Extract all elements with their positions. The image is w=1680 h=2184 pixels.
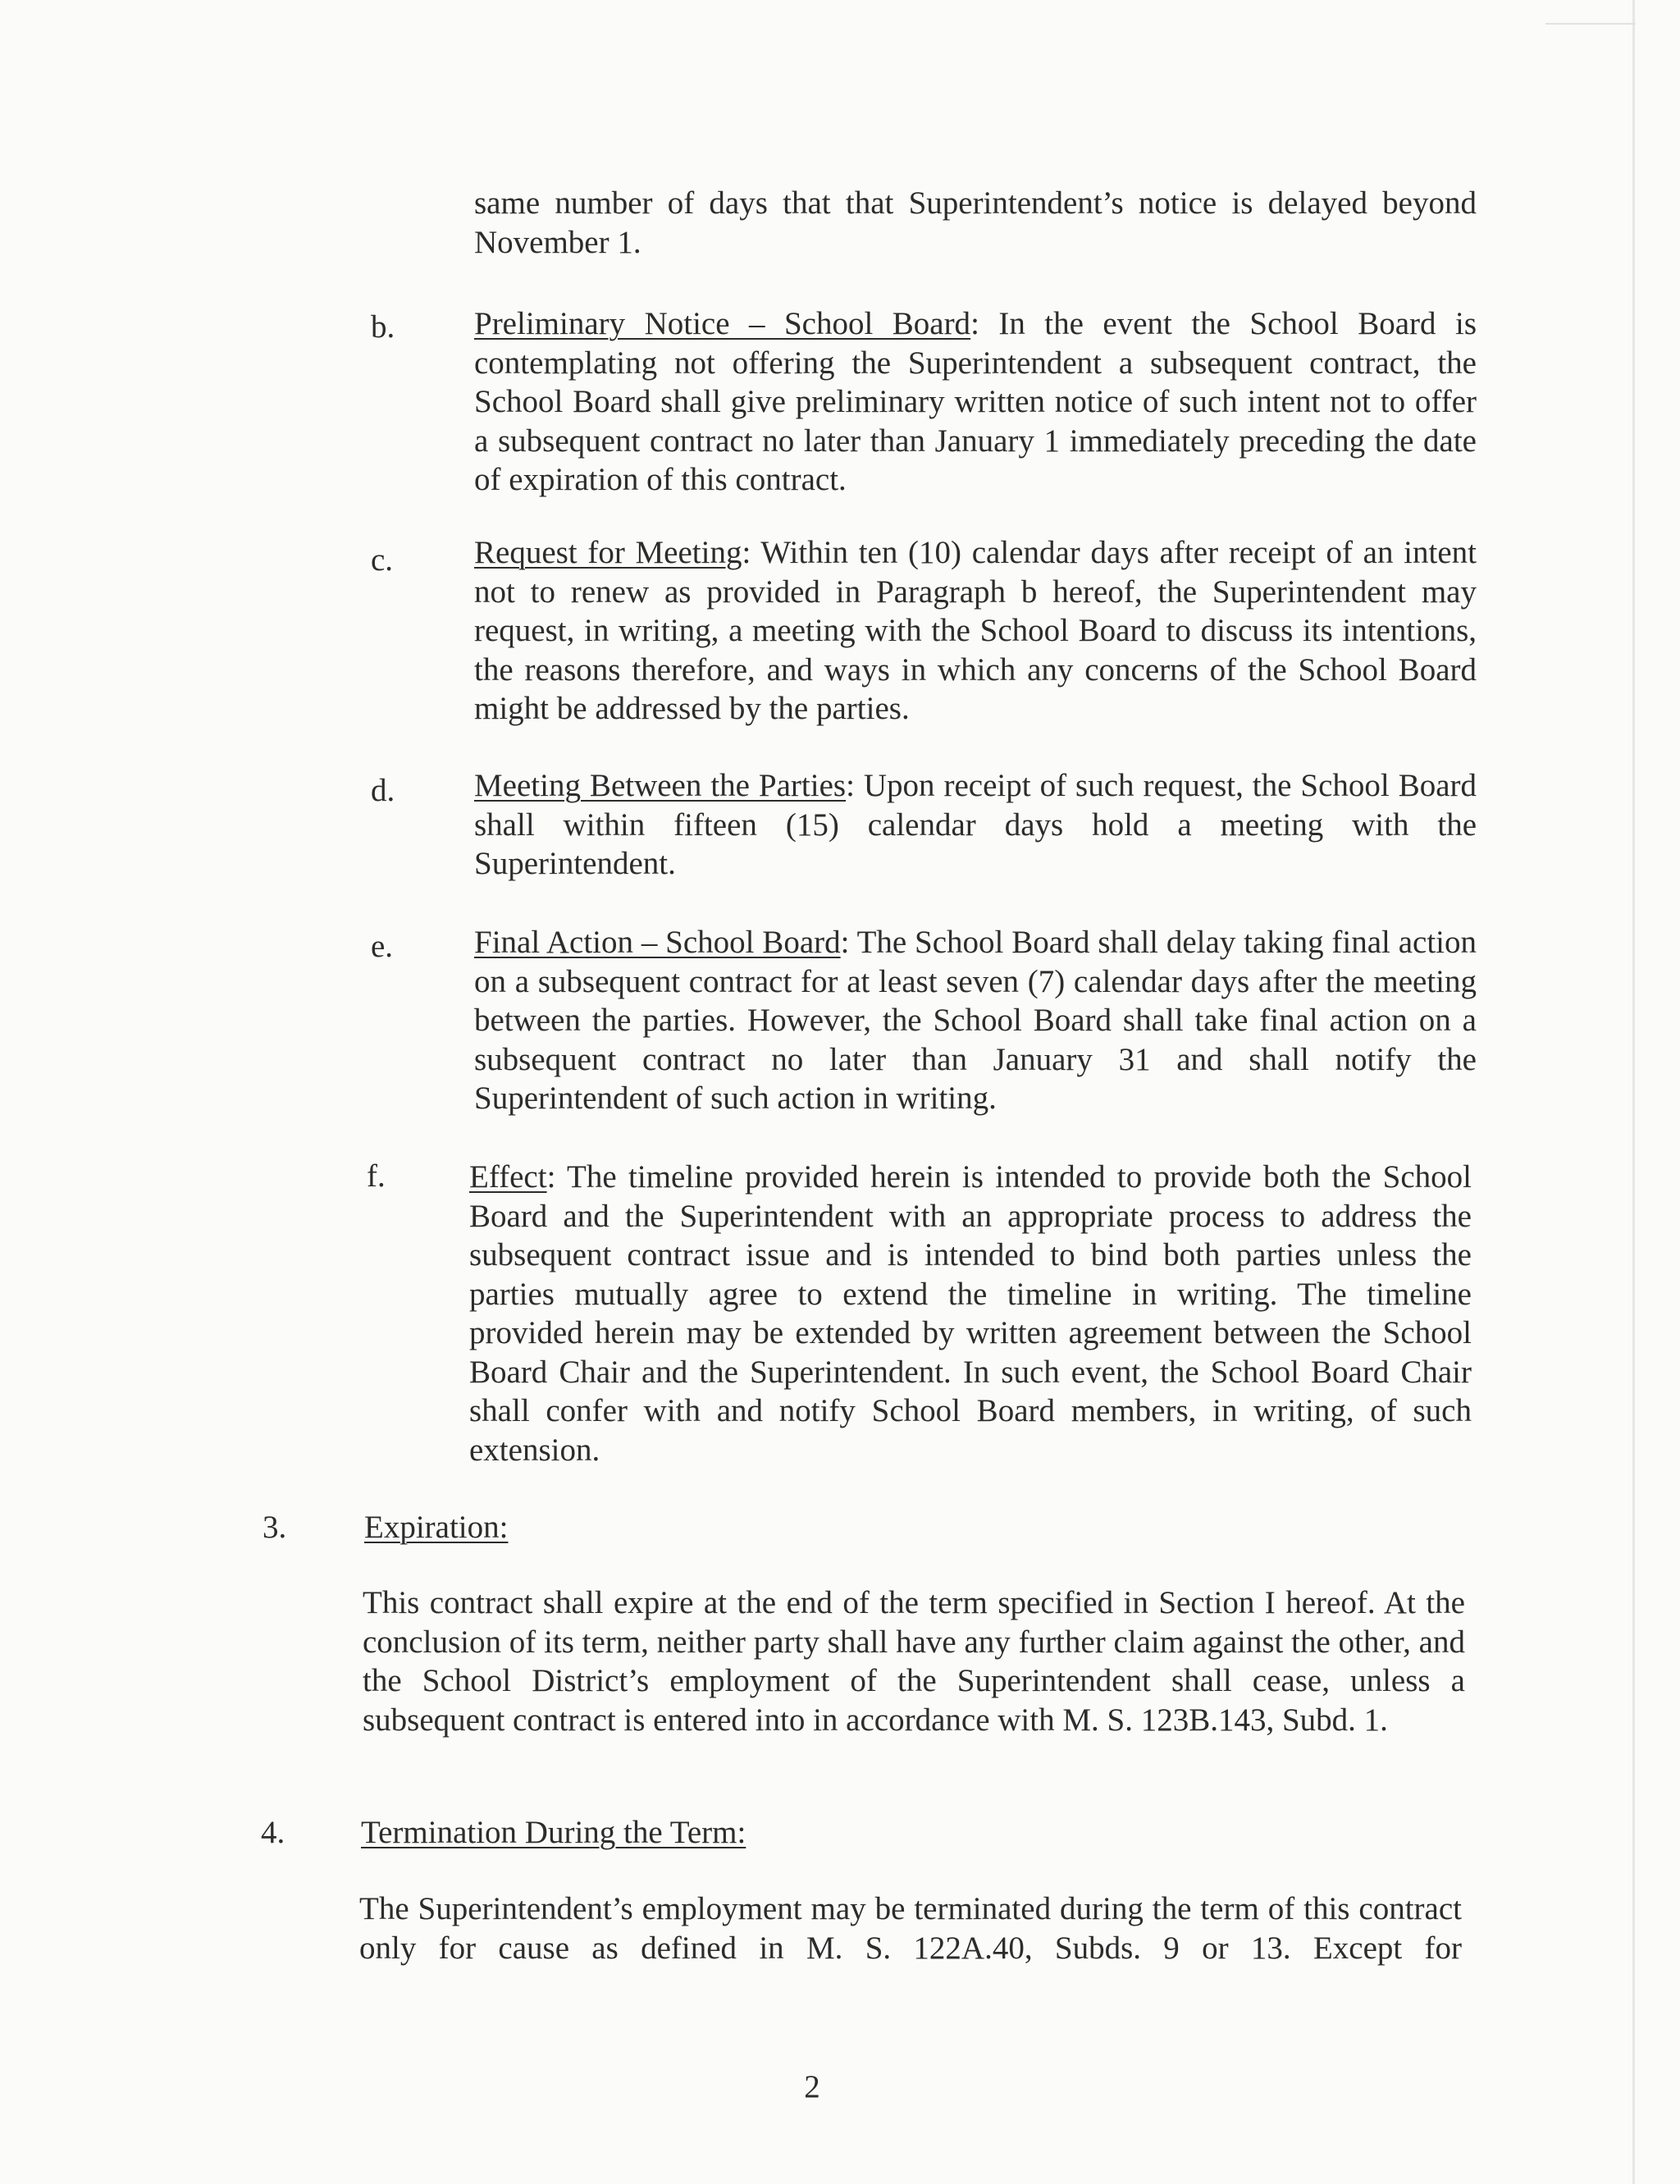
section-3-body: This contract shall expire at the end of the term specified in Section I hereof. At the conclusion of its term, neither party shall have any further claim against the other, and the School District’s employment of the Superintendent shall cease, unless a subsequent contract is entered into in accordance with M. S. 123B.143, Subd. 1. <box>363 1585 1465 1738</box>
item-c-letter: c. <box>371 542 394 578</box>
item-b-text: : In the event the School Board is contemplating not offering the Superintendent a subsequent contract, the School Board shall give preliminary written notice of such intent not to offer a subsequent contract no later than January 1 immediately preceding the date of expiration of this contract. <box>474 306 1477 497</box>
scan-edge-shadow <box>1632 0 1635 2184</box>
item-c-paragraph <box>474 533 1477 729</box>
section-4-body: The Superintendent’s employment may be terminated during the term of this contract only for cause as defined in M. S. 122A.40, Subds. 9 or 13. Except for <box>359 1891 1462 1966</box>
item-e-text: : The School Board shall delay taking final action on a subsequent contract for at least seven (7) calendar days after the meeting between the parties. However, the School Board shall take final action on a subsequent contract no later than January 31 and shall notify the Superintendent of such action in writing. <box>474 925 1477 1116</box>
item-f-paragraph <box>469 1158 1472 1469</box>
section-3-heading: Expiration: <box>364 1510 509 1545</box>
item-e-letter: e. <box>371 929 394 964</box>
section-4-number: 4. <box>261 1815 285 1850</box>
item-d-paragraph <box>474 766 1477 884</box>
item-b-heading: Preliminary Notice – School Board <box>474 306 971 341</box>
item-c-heading: Request for Meeting <box>474 535 742 570</box>
item-d-text: : Upon receipt of such request, the School Board shall within fifteen (15) calendar days hold a meeting with the Superintendent. <box>474 768 1477 881</box>
scan-edge-mark <box>1545 23 1636 25</box>
page-number: 2 <box>804 2069 820 2104</box>
item-d-letter: d. <box>371 773 395 808</box>
section-3-number: 3. <box>262 1510 287 1545</box>
item-b-paragraph <box>474 304 1477 500</box>
item-f-text: : The timeline provided herein is intended to provide both the School Board and the Superintendent with an appropriate process to address the subsequent contract issue and is intended to bind both parties unless the parties mutually agree to extend the timeline in writing. The timeline provided herein may be extended by written agreement between the School Board Chair and the Superintendent. In such event, the School Board Chair shall confer with and notify School Board members, in writing, of such extension. <box>469 1159 1472 1468</box>
section-4-heading: Termination During the Term: <box>361 1815 746 1850</box>
item-e-paragraph <box>474 923 1477 1118</box>
item-c-text: : Within ten (10) calendar days after receipt of an intent not to renew as provided in Paragraph b hereof, the Superintendent may request, in writing, a meeting with the School Board to discuss its intentions, the reasons therefore, and ways in which any concerns of the School Board might be addressed by the parties. <box>474 535 1477 726</box>
item-e-heading: Final Action – School Board <box>474 925 841 960</box>
continuation-paragraph: same number of days that that Superintendent’s notice is delayed beyond November 1. <box>474 185 1477 260</box>
item-b-letter: b. <box>371 309 395 345</box>
item-d-heading: Meeting Between the Parties <box>474 768 847 803</box>
item-f-letter: f. <box>367 1158 386 1194</box>
item-f-heading: Effect <box>469 1159 547 1195</box>
